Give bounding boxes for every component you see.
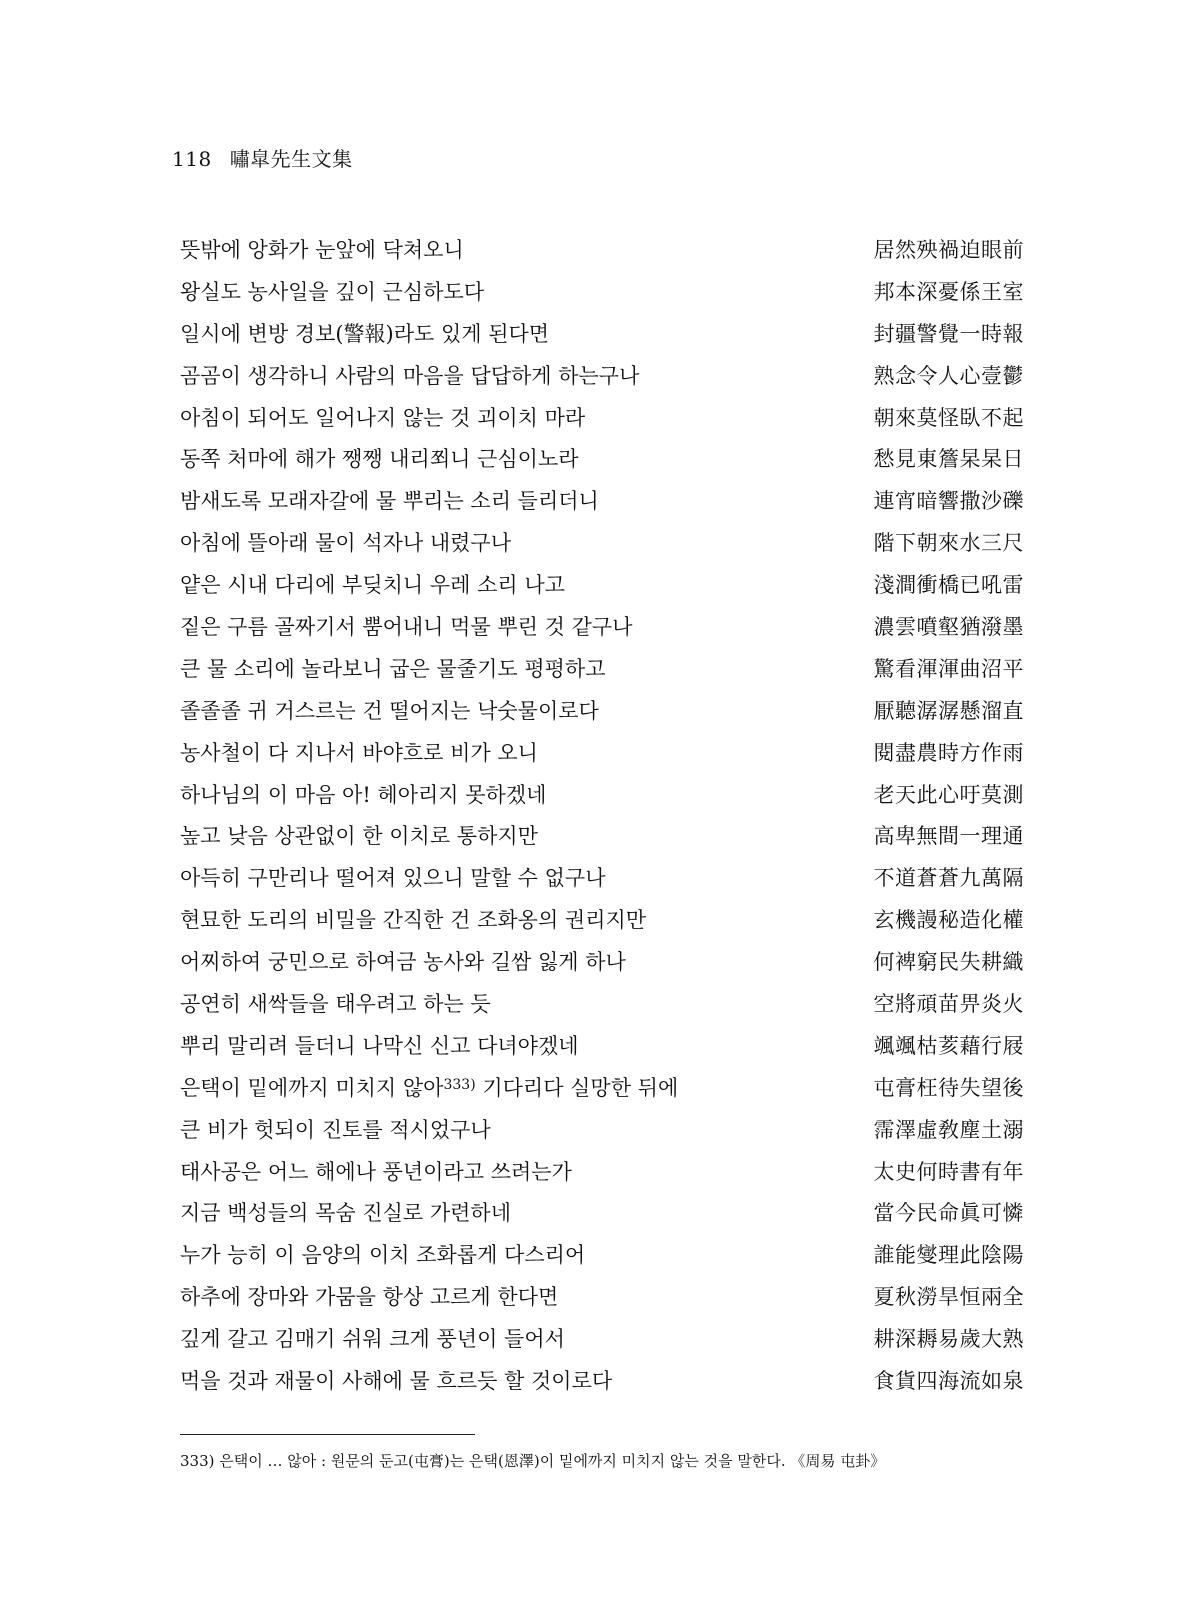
poem-line	[180, 523, 1024, 565]
korean-verse: 뜻밖에 앙화가 눈앞에 닥쳐오니	[180, 238, 464, 262]
hanja-verse: 耕深耨易歲大熟	[873, 1327, 1024, 1352]
korean-verse: 아침이 되어도 일어나지 않는 것 괴이치 마라	[180, 405, 586, 430]
hanja-verse: 濃雲噴壑猶潑墨	[873, 615, 1024, 640]
book-title: 嘯皐先生文集	[229, 147, 353, 171]
hanja-verse: 夏秋澇旱恒兩全	[873, 1285, 1024, 1310]
hanja-verse: 連宵暗響撒沙礫	[873, 489, 1024, 514]
hanja-verse: 邦本深憂係王室	[873, 279, 1024, 304]
poem-line	[180, 984, 1024, 1026]
korean-verse: 깊게 갈고 김매기 쉬워 크게 풍년이 들어서	[180, 1327, 565, 1352]
poem-line	[180, 356, 1024, 398]
hanja-verse: 驚看渾渾曲沼平	[873, 656, 1024, 681]
hanja-verse: 空將頑苗畀炎火	[873, 992, 1024, 1017]
hanja-verse: 閱盡農時方作雨	[873, 740, 1024, 765]
poem-line	[180, 1152, 1024, 1194]
hanja-verse: 居然殃禍迫眼前	[873, 238, 1024, 262]
poem-line	[180, 775, 1024, 817]
korean-verse: 태사공은 어느 해에나 풍년이라고 쓰려는가	[180, 1159, 572, 1184]
poem-line	[180, 398, 1024, 440]
poem-line	[180, 1068, 1024, 1110]
poem-line	[180, 649, 1024, 691]
poem-line	[180, 733, 1024, 775]
poem-line	[180, 607, 1024, 649]
hanja-verse: 封疆警覺一時報	[873, 321, 1024, 346]
footnote-divider	[180, 1434, 475, 1435]
poem-line	[180, 816, 1024, 858]
hanja-verse: 淺澗衝橋已吼雷	[873, 573, 1024, 598]
poem-line	[180, 691, 1024, 733]
hanja-verse: 何裨窮民失耕織	[873, 950, 1024, 975]
footnote: 333) 은택이 … 않아 : 원문의 둔고(屯膏)는 은택(恩澤)이 밑에까지 미치지 않는 것을 말한다. 《周易 屯卦》	[180, 1452, 886, 1470]
poem-body	[180, 230, 1024, 1403]
hanja-verse: 熟念令人心壹鬱	[873, 363, 1024, 388]
hanja-verse: 太史何時書有年	[873, 1159, 1024, 1184]
korean-verse: 먹을 것과 재물이 사해에 물 흐르듯 할 것이로다	[180, 1369, 613, 1394]
poem-line	[180, 1193, 1024, 1235]
poem-line	[180, 481, 1024, 523]
poem-line	[180, 900, 1024, 942]
korean-verse-part: 은택이 밑에까지 미치지 않아	[180, 1075, 444, 1100]
korean-verse: 곰곰이 생각하니 사람의 마음을 답답하게 하는구나	[180, 363, 640, 388]
hanja-verse: 厭聽潺潺懸溜直	[873, 698, 1024, 723]
running-header	[172, 143, 353, 172]
poem-line	[180, 439, 1024, 481]
korean-verse: 공연히 새싹들을 태우려고 하는 듯	[180, 992, 491, 1017]
korean-verse: 얕은 시내 다리에 부딪치니 우레 소리 나고	[180, 573, 565, 598]
korean-verse	[180, 1068, 678, 1110]
hanja-verse: 朝來莫怪臥不起	[873, 405, 1024, 430]
hanja-verse: 愁見東簷杲杲日	[873, 447, 1024, 472]
korean-verse-part: 기다리다 실망한 뒤에	[475, 1075, 679, 1100]
hanja-verse: 屯膏枉待失望後	[873, 1075, 1024, 1100]
korean-verse: 아득히 구만리나 떨어져 있으니 말할 수 없구나	[180, 866, 606, 891]
korean-verse: 하나님의 이 마음 아! 헤아리지 못하겠네	[180, 782, 547, 807]
hanja-verse: 玄機謾秘造化權	[873, 908, 1024, 933]
korean-verse: 농사철이 다 지나서 바야흐로 비가 오니	[180, 740, 538, 765]
poem-line	[180, 1277, 1024, 1319]
korean-verse: 어찌하여 궁민으로 하여금 농사와 길쌈 잃게 하나	[180, 950, 626, 975]
korean-verse: 현묘한 도리의 비밀을 간직한 건 조화옹의 권리지만	[180, 908, 647, 933]
poem-line	[180, 565, 1024, 607]
korean-verse: 뿌리 말리려 들더니 나막신 신고 다녀야겠네	[180, 1033, 579, 1058]
korean-verse: 왕실도 농사일을 깊이 근심하도다	[180, 279, 485, 304]
poem-line	[180, 1110, 1024, 1152]
korean-verse: 큰 물 소리에 놀라보니 굽은 물줄기도 평평하고	[180, 656, 606, 681]
poem-line	[180, 1235, 1024, 1277]
hanja-verse: 不道蒼蒼九萬隔	[873, 866, 1024, 891]
korean-verse: 밤새도록 모래자갈에 물 뿌리는 소리 들리더니	[180, 489, 599, 514]
korean-verse: 하추에 장마와 가뭄을 항상 고르게 한다면	[180, 1285, 559, 1310]
poem-line	[180, 942, 1024, 984]
hanja-verse: 颯颯枯荄藉行屐	[873, 1033, 1024, 1058]
korean-verse: 누가 능히 이 음양의 이치 조화롭게 다스리어	[180, 1243, 586, 1268]
hanja-verse: 食貨四海流如泉	[873, 1369, 1024, 1394]
poem-line	[180, 858, 1024, 900]
korean-verse: 아침에 뜰아래 물이 석자나 내렸구나	[180, 531, 511, 556]
poem-line	[180, 1319, 1024, 1361]
poem-line	[180, 314, 1024, 356]
hanja-verse: 老天此心吁莫測	[873, 782, 1024, 807]
hanja-verse: 階下朝來水三尺	[873, 531, 1024, 556]
hanja-verse: 高卑無間一理通	[873, 824, 1024, 849]
korean-verse: 높고 낮음 상관없이 한 이치로 통하지만	[180, 824, 538, 849]
korean-verse: 동쪽 처마에 해가 쨍쨍 내리쬐니 근심이노라	[180, 447, 579, 472]
poem-line	[180, 272, 1024, 314]
korean-verse: 졸졸졸 귀 거스르는 건 떨어지는 낙숫물이로다	[180, 698, 599, 723]
hanja-verse: 誰能燮理此陰陽	[873, 1243, 1024, 1268]
hanja-verse: 當今民命眞可憐	[873, 1201, 1024, 1226]
korean-verse: 일시에 변방 경보(警報)라도 있게 된다면	[180, 321, 550, 346]
korean-verse: 큰 비가 헛되이 진토를 적시었구나	[180, 1117, 491, 1142]
page-number: 118	[172, 147, 212, 171]
poem-line	[180, 1026, 1024, 1068]
footnote-reference[interactable]: 333)	[443, 1076, 476, 1093]
hanja-verse: 霈澤虛敎塵土溺	[873, 1117, 1024, 1142]
poem-line	[180, 230, 1024, 272]
poem-line	[180, 1361, 1024, 1403]
korean-verse: 지금 백성들의 목숨 진실로 가련하네	[180, 1201, 511, 1226]
korean-verse: 짙은 구름 골짜기서 뿜어내니 먹물 뿌린 것 같구나	[180, 615, 633, 640]
